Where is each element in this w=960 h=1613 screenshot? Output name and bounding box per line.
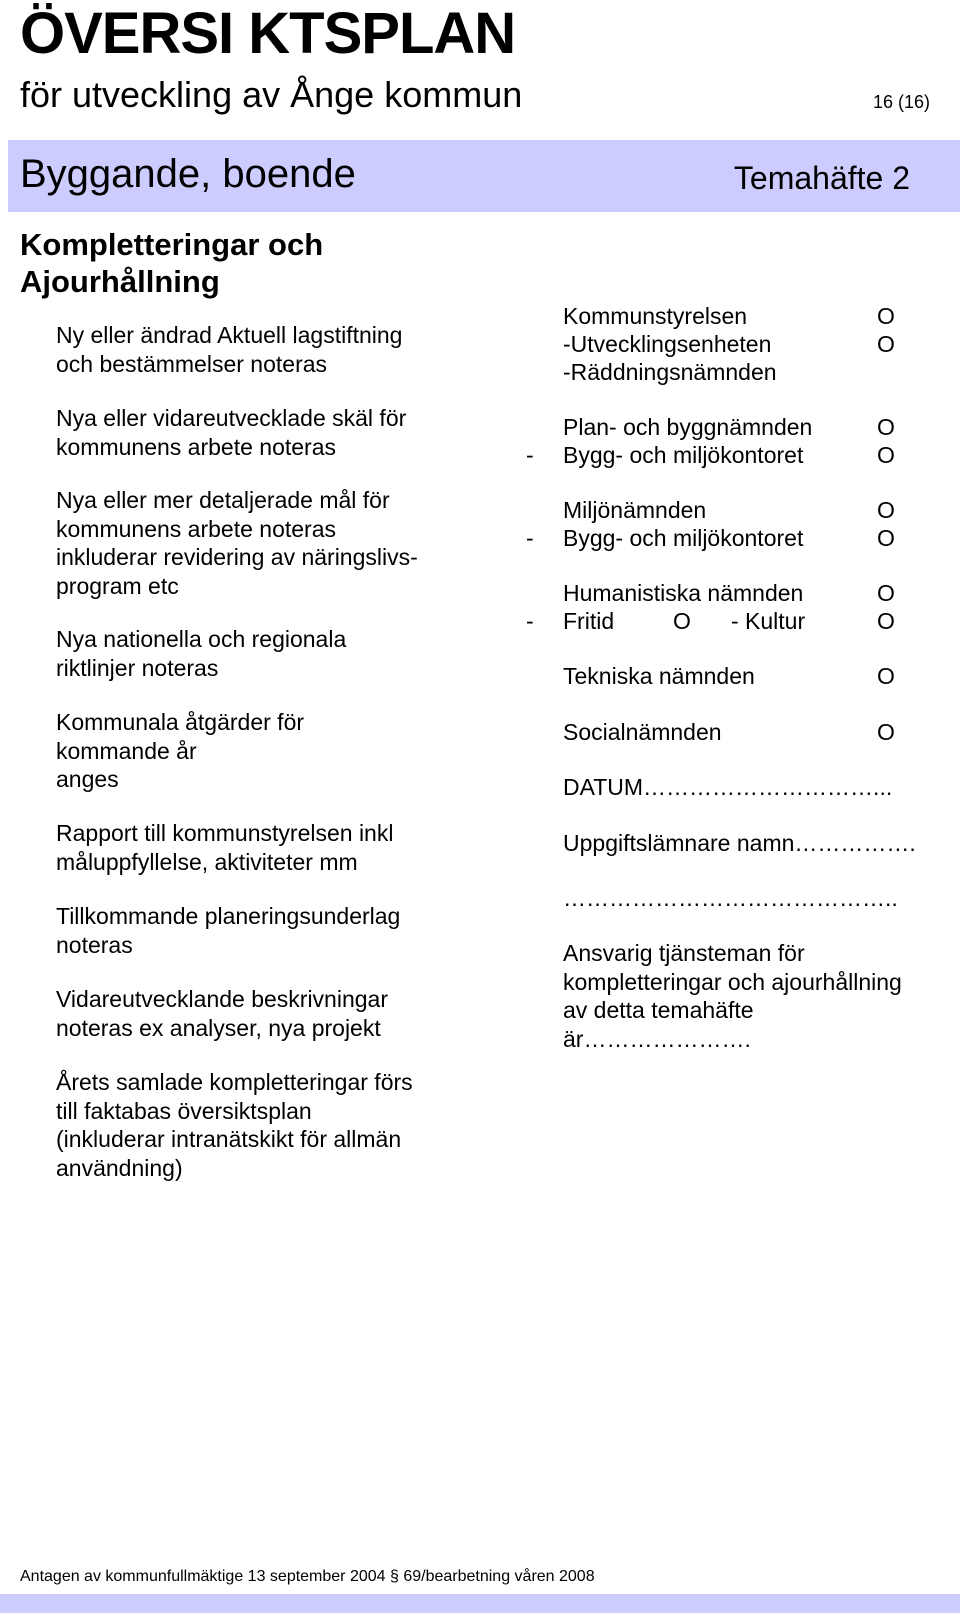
check-mark: O — [877, 442, 895, 468]
dash-marker: - — [526, 525, 534, 551]
responsible-official: Ansvarig tjänsteman för kompletteringar och ajourhållning av detta temahäfte är…………………. — [563, 940, 902, 1052]
check-mark: O — [877, 608, 895, 634]
blank-line-field: …………………………………….. — [563, 885, 898, 911]
check-mark: O — [877, 331, 895, 357]
booklet-label: Temahäfte 2 — [733, 160, 910, 196]
check-mark: O — [877, 303, 895, 329]
document-subtitle: för utveckling av Ånge kommun — [20, 74, 523, 115]
reporter-name-field: Uppgiftslämnare namn……………. — [563, 830, 916, 856]
responsible-body: Tekniska nämnden — [563, 663, 755, 689]
responsible-body: Humanistiska nämnden — [563, 580, 804, 606]
section-title: Kompletteringar och Ajourhållning — [20, 227, 324, 299]
left-item: Kommunala åtgärder för kommande år anges — [56, 709, 305, 792]
responsible-body: Fritid — [563, 608, 615, 634]
check-mark: O — [877, 525, 895, 551]
responsible-body: -Räddningsnämnden — [563, 359, 777, 385]
check-mark: O — [877, 719, 895, 745]
check-mark: O — [877, 414, 895, 440]
left-item: Nya nationella och regionala riktlinjer noteras — [56, 626, 347, 681]
document-title: ÖVERSI KTSPLAN — [20, 1, 516, 66]
left-item: Ny eller ändrad Aktuell lagstiftning och bestämmelser noteras — [56, 322, 403, 377]
left-item: Rapport till kommunstyrelsen inkl måluppfyllelse, aktiviteter mm — [56, 820, 394, 875]
check-mark: O — [877, 497, 895, 523]
dash-marker: - — [526, 608, 534, 634]
responsible-body: Miljönämnden — [563, 497, 707, 523]
check-mark: O — [877, 663, 895, 689]
left-item: Tillkommande planeringsunderlag noteras — [56, 903, 401, 958]
left-item: Vidareutvecklande beskrivningar noteras ex analyser, nya projekt — [56, 986, 388, 1041]
left-item: Nya eller mer detaljerade mål för kommunens arbete noteras inkluderar revidering av näringslivs- program etc — [56, 487, 418, 599]
responsible-body: - Kultur — [731, 608, 806, 634]
left-item: Nya eller vidareutvecklade skäl för kommunens arbete noteras — [56, 405, 407, 460]
responsible-body: Bygg- och miljökontoret — [563, 525, 804, 551]
check-mark: O — [877, 580, 895, 606]
footer-bar — [0, 1594, 960, 1613]
date-field: DATUM…………………………... — [563, 774, 893, 800]
footer-text: Antagen av kommunfullmäktige 13 september 2004 § 69/bearbetning våren 2008 — [20, 1568, 595, 1585]
check-mark: O — [673, 608, 691, 634]
responsible-body: Plan- och byggnämnden — [563, 414, 813, 440]
responsible-body: Socialnämnden — [563, 719, 722, 745]
responsible-body: Bygg- och miljökontoret — [563, 442, 804, 468]
dash-marker: - — [526, 442, 534, 468]
responsible-body: Kommunstyrelsen — [563, 303, 748, 329]
left-item: Årets samlade kompletteringar förs till faktabas översiktsplan (inkluderar intranätskikt för allmän användning) — [56, 1069, 413, 1181]
theme-title: Byggande, boende — [20, 152, 356, 196]
page-number: 16 (16) — [872, 92, 930, 112]
responsible-body: -Utvecklingsenheten — [563, 331, 772, 357]
